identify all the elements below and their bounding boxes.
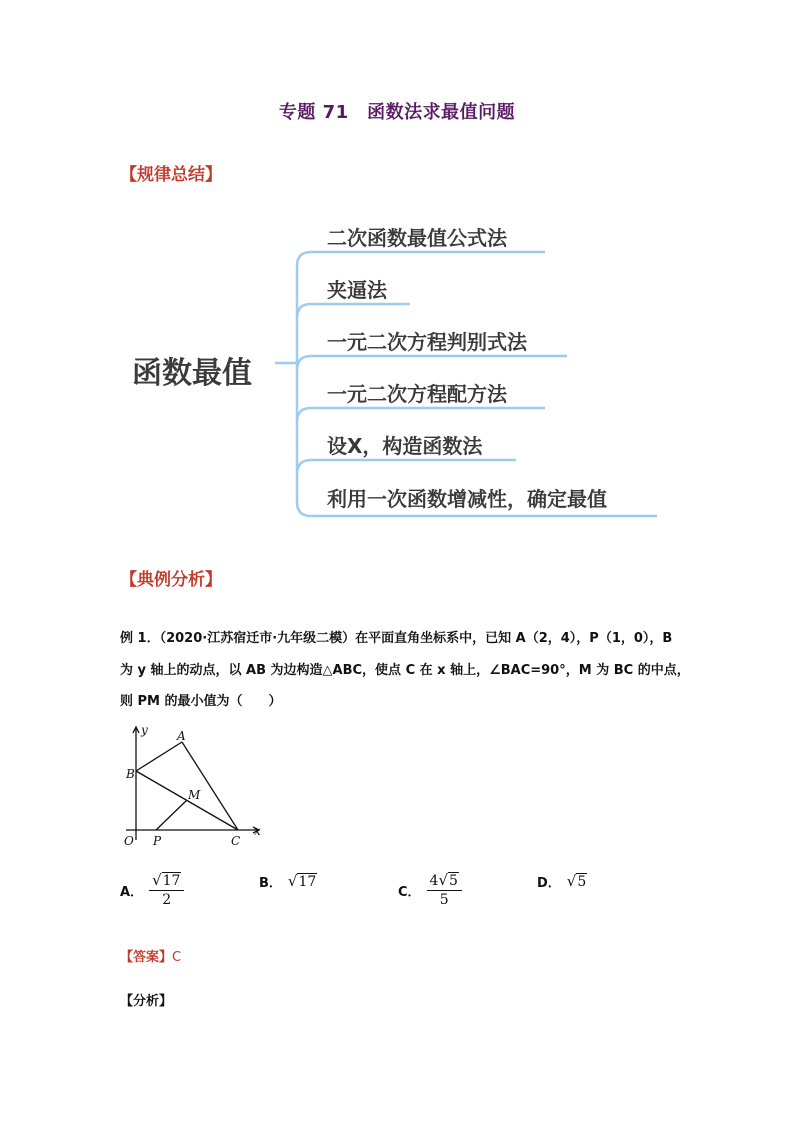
option-b-letter: B．: [259, 876, 282, 891]
mindmap-underline-3: [297, 356, 567, 370]
segment-pm: [156, 800, 187, 830]
mindmap-underline-2: [297, 304, 410, 318]
label-c: C: [231, 834, 241, 848]
mindmap-branch: 夹逼法: [327, 278, 387, 302]
mindmap-underline-5: [297, 460, 516, 474]
problem-line: 为 y 轴上的动点，以 AB 为边构造△ABC，使点 C 在 x 轴上，∠BAC=90°，M 为 BC 的中点，: [120, 663, 690, 678]
mindmap-root: 函数最值: [132, 356, 252, 391]
answer-label: 【答案】: [120, 950, 173, 965]
option-d-radicand: 5: [577, 874, 587, 890]
option-d-sqrt: √ 5: [566, 872, 587, 890]
option-c-denominator: 5: [439, 892, 449, 908]
analysis-heading: 【分析】: [120, 994, 173, 1009]
section-heading-summary: 【规律总结】: [120, 165, 222, 185]
option-a-radicand: 17: [162, 873, 181, 889]
answer-value: C: [172, 950, 182, 965]
segment-ab: [136, 742, 182, 771]
problem-line: 例 1．（2020·江苏宿迁市·九年级二模）在平面直角坐标系中，已知 A（2，4），P（1，0），B: [120, 631, 673, 646]
segment-ac: [182, 742, 238, 830]
option-b-sqrt: √ 17: [287, 872, 317, 890]
label-o: O: [124, 834, 134, 848]
mindmap-underline-4: [297, 408, 545, 422]
label-b: B: [126, 767, 135, 781]
label-m: M: [188, 788, 201, 802]
label-y: y: [141, 723, 148, 737]
mindmap-branch: 设X，构造函数法: [327, 434, 483, 458]
option-a[interactable]: [120, 872, 184, 908]
option-c[interactable]: [398, 872, 462, 908]
label-a: A: [177, 729, 186, 743]
option-a-fraction: √ 17 2: [149, 872, 184, 908]
page-title: 专题 71 函数法求最值问题: [278, 102, 516, 123]
answer-line: [120, 946, 181, 965]
mindmap-branch: 一元二次方程判别式法: [327, 330, 527, 354]
section-heading-examples: 【典例分析】: [120, 570, 222, 590]
option-b[interactable]: [259, 872, 317, 891]
option-a-denominator: 2: [162, 892, 172, 908]
mindmap-branch: 利用一次函数增减性，确定最值: [327, 487, 607, 511]
option-d-letter: D．: [537, 876, 561, 891]
label-x: x: [254, 824, 261, 838]
mindmap-branch: 一元二次方程配方法: [327, 382, 507, 406]
geometry-figure: [118, 720, 268, 850]
problem-line: 则 PM 的最小值为（ ）: [120, 694, 282, 709]
label-p: P: [153, 834, 162, 848]
option-c-coefficient: 4: [429, 873, 439, 889]
option-b-radicand: 17: [298, 874, 317, 890]
option-a-letter: A．: [120, 884, 144, 900]
option-c-radicand: 5: [449, 873, 458, 889]
option-d[interactable]: [537, 872, 587, 891]
mindmap-trunk: [297, 252, 311, 516]
option-c-letter: C．: [398, 884, 421, 900]
mindmap-branch: 二次函数最值公式法: [327, 226, 507, 250]
option-c-fraction: 4 √ 5 5: [427, 872, 462, 908]
